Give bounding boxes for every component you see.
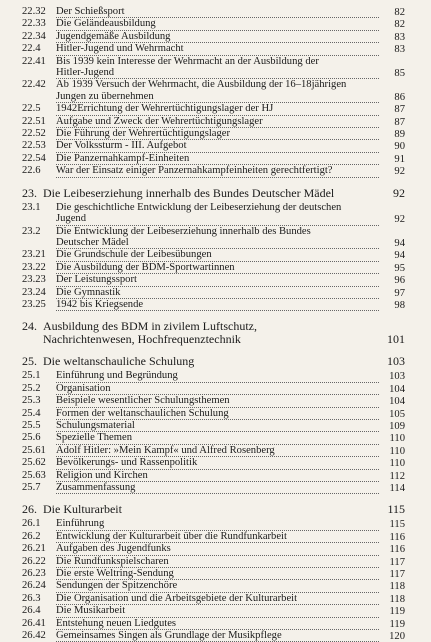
toc-entry-number: 26.24 <box>22 580 46 592</box>
toc-section <box>22 6 405 178</box>
toc-entry-title: Schulungsmaterial <box>56 420 379 432</box>
toc-entry-page: 94 <box>394 237 405 249</box>
toc-entry-page: 91 <box>394 153 405 165</box>
toc-entry-page: 94 <box>394 250 405 262</box>
toc-entry <box>22 531 405 543</box>
toc-entry-title: Ausbildung des BDM in zivilem Luftschutz, Nachrichtenwesen, Hochfrequenztechnik <box>43 320 257 347</box>
toc-entry-number: 22.54 <box>22 152 46 164</box>
toc-entry-title: Einführung <box>56 518 379 530</box>
toc-entry-number: 24. <box>22 319 37 334</box>
toc-entry <box>22 605 405 617</box>
toc-entry-title: Die Kulturarbeit <box>43 503 122 517</box>
toc-entry-title: Bis 1939 kein Interesse der Wehrmacht an der Ausbildung der Hitler-Jugend <box>56 56 379 80</box>
toc-entry-title: Der Volkssturm - III. Aufgebot <box>56 140 379 152</box>
toc-entry-page: 110 <box>389 433 405 445</box>
toc-entry-number: 23.23 <box>22 274 46 286</box>
toc-entry <box>22 287 405 299</box>
toc-entry-page: 105 <box>389 408 405 420</box>
toc-entry-page: 95 <box>394 262 405 274</box>
toc-entry-title: Die Panzernahkampf-Einheiten <box>56 153 379 165</box>
toc-entry-page: 103 <box>389 371 405 383</box>
toc-entry-page: 104 <box>389 396 405 408</box>
toc-entry-number: 25.61 <box>22 444 46 456</box>
toc-entry-number: 23.1 <box>22 201 41 213</box>
toc-entry-page: 120 <box>389 631 405 642</box>
toc-entry-page: 116 <box>389 544 405 556</box>
toc-entry <box>22 580 405 592</box>
toc-entry <box>22 568 405 580</box>
toc-entry-title: Bevölkerungs- und Rassenpolitik <box>56 457 379 469</box>
toc-entry-number: 22.41 <box>22 55 46 67</box>
toc-entry <box>22 274 405 286</box>
toc-entry-page: 119 <box>389 606 405 618</box>
toc-entry-title: Hitler-Jugend und Wehrmacht <box>56 43 379 55</box>
toc-entry-number: 26.4 <box>22 605 41 617</box>
toc-entry <box>22 165 405 177</box>
toc-entry <box>22 518 405 530</box>
toc-entry-page: 83 <box>394 31 405 43</box>
toc-entry-title: Die Rundfunkspielscharen <box>56 556 379 568</box>
toc-entry-page: 117 <box>389 569 405 581</box>
toc-entry <box>22 482 405 494</box>
toc-entry-title: Formen der weltanschaulichen Schulung <box>56 408 379 420</box>
toc-entry <box>22 226 405 250</box>
toc-section <box>22 187 405 312</box>
toc-entry-number: 26.23 <box>22 568 46 580</box>
toc-entry <box>22 18 405 30</box>
toc-entry-title: Gemeinsames Singen als Grundlage der Musikpflege <box>56 630 379 642</box>
toc-chapter-heading <box>22 320 405 346</box>
toc-entry-number: 22.34 <box>22 30 46 42</box>
toc-entry-page: 109 <box>389 420 405 432</box>
toc-entry-page: 82 <box>394 7 405 18</box>
toc-entry-page: 103 <box>387 354 405 369</box>
toc-chapter-heading <box>22 503 405 516</box>
toc-entry-page: 98 <box>394 299 405 311</box>
toc-entry-title: Religion und Kirchen <box>56 470 379 482</box>
toc-entry-page: 119 <box>389 618 405 630</box>
toc-entry-number: 22.53 <box>22 140 46 152</box>
toc-entry-number: 22.4 <box>22 43 41 55</box>
toc-chapter-heading <box>22 355 405 368</box>
toc-entry-number: 22.6 <box>22 165 41 177</box>
toc-entry-number: 25.4 <box>22 407 41 419</box>
toc-entry <box>22 43 405 55</box>
toc-entry-number: 25.5 <box>22 419 41 431</box>
toc-entry-number: 25. <box>22 354 37 369</box>
toc-entry-title: War der Einsatz einiger Panzernahkampfeinheiten gerechtfertigt? <box>56 165 379 177</box>
toc-entry-page: 86 <box>394 91 405 103</box>
toc-entry-number: 25.62 <box>22 457 46 469</box>
toc-entry <box>22 457 405 469</box>
toc-entry-page: 115 <box>387 502 405 517</box>
toc-entry-page: 110 <box>389 458 405 470</box>
toc-entry <box>22 470 405 482</box>
toc-entry-number: 22.5 <box>22 103 41 115</box>
toc-entry-title: Jugendgemäße Ausbildung <box>56 31 379 43</box>
toc-entry-number: 26.1 <box>22 518 41 530</box>
toc-entry-page: 87 <box>394 116 405 128</box>
toc-entry <box>22 249 405 261</box>
toc-entry-title: Organisation <box>56 383 379 395</box>
toc-entry <box>22 593 405 605</box>
toc-entry-number: 26.41 <box>22 617 46 629</box>
toc-entry-page: 110 <box>389 445 405 457</box>
toc-entry-number: 23.2 <box>22 225 41 237</box>
toc-entry-number: 23.25 <box>22 298 46 310</box>
toc-entry-page: 92 <box>394 166 405 178</box>
toc-entry <box>22 543 405 555</box>
toc-entry <box>22 116 405 128</box>
toc-entry <box>22 395 405 407</box>
toc-entry-title: Die erste Weltring-Sendung <box>56 568 379 580</box>
toc-entry-title: Ab 1939 Versuch der Wehrmacht, die Ausbildung der 16–18jährigen Jungen zu übernehmen <box>56 79 379 103</box>
toc-entry-page: 101 <box>387 332 405 347</box>
toc-entry-number: 26. <box>22 502 37 517</box>
toc-entry-title: 1942Errichtung der Wehrertüchtigungslager der HJ <box>56 103 379 115</box>
toc-entry-number: 25.2 <box>22 382 41 394</box>
toc-entry <box>22 445 405 457</box>
toc-entry-title: Adolf Hitler: »Mein Kampf« und Alfred Rosenberg <box>56 445 379 457</box>
toc-entry-number: 25.7 <box>22 482 41 493</box>
toc-entry <box>22 31 405 43</box>
toc-entry-title: Aufgabe und Zweck der Wehrertüchtigungslager <box>56 116 379 128</box>
toc-entry-page: 87 <box>394 104 405 116</box>
toc-entry-number: 26.22 <box>22 555 46 567</box>
toc-entry-title: Die geschichtliche Entwicklung der Leibeserziehung der deutschen Jugend <box>56 202 379 226</box>
toc-entry <box>22 140 405 152</box>
toc-entry-page: 92 <box>394 214 405 226</box>
toc-entry <box>22 420 405 432</box>
toc-entry-number: 26.2 <box>22 530 41 542</box>
toc-entry-page: 89 <box>394 129 405 141</box>
toc-entry-number: 25.1 <box>22 370 41 382</box>
toc-entry-number: 23.21 <box>22 249 46 261</box>
toc-entry-number: 22.42 <box>22 79 46 91</box>
toc-entry-page: 96 <box>394 275 405 287</box>
toc-entry-page: 118 <box>389 581 405 593</box>
toc-entry-title: Die Geländeausbildung <box>56 18 379 30</box>
toc-entry <box>22 56 405 80</box>
toc-entry-title: Spezielle Themen <box>56 432 379 444</box>
toc-entry-title: Sendungen der Spitzenchöre <box>56 580 379 592</box>
toc-entry <box>22 103 405 115</box>
toc-entry-number: 22.51 <box>22 115 46 127</box>
toc-entry <box>22 299 405 311</box>
toc-entry-title: Aufgaben des Jugendfunks <box>56 543 379 555</box>
toc-entry <box>22 630 405 642</box>
toc-entry <box>22 618 405 630</box>
toc-entry-page: 104 <box>389 383 405 395</box>
toc-entry-number: 26.3 <box>22 592 41 604</box>
toc-entry-number: 25.3 <box>22 395 41 407</box>
toc-entry-title: Der Schießsport <box>56 6 379 18</box>
toc-entry <box>22 432 405 444</box>
toc-entry-page: 112 <box>389 470 405 482</box>
toc-entry-page: 116 <box>389 531 405 543</box>
toc-entry-title: Der Leistungssport <box>56 274 379 286</box>
toc-entry-title: Die Leibeserziehung innerhalb des Bundes Deutscher Mädel <box>43 186 335 200</box>
toc-entry-title: Die Führung der Wehrertüchtigungslager <box>56 128 379 140</box>
toc-entry <box>22 153 405 165</box>
toc-entry-title: Die Musikarbeit <box>56 605 379 617</box>
toc-entry-page: 115 <box>389 519 405 531</box>
toc-entry-page: 90 <box>394 141 405 153</box>
toc-entry-number: 23.22 <box>22 261 46 273</box>
toc-entry <box>22 128 405 140</box>
toc-entry-page: 118 <box>389 593 405 605</box>
toc-entry <box>22 370 405 382</box>
toc-entry-page: 97 <box>394 287 405 299</box>
toc-entry-title: Die Entwicklung der Leibeserziehung innerhalb des Bundes Deutscher Mädel <box>56 226 379 250</box>
toc-entry-title: Zusammenfassung <box>56 482 379 494</box>
toc-entry-title: 1942 bis Kriegsende <box>56 299 379 311</box>
toc-section <box>22 320 405 346</box>
toc-entry <box>22 383 405 395</box>
toc-entry-title: Die Gymnastik <box>56 287 379 299</box>
toc-entry-number: 22.52 <box>22 128 46 140</box>
toc-entry-page: 92 <box>393 185 405 200</box>
toc-entry <box>22 202 405 226</box>
toc-section <box>22 355 405 494</box>
toc-entry-number: 23.24 <box>22 286 46 298</box>
toc-entry-title: Einführung und Begründung <box>56 370 379 382</box>
toc-entry-page: 83 <box>394 44 405 56</box>
toc-entry-page: 114 <box>389 483 405 494</box>
toc-entry <box>22 556 405 568</box>
toc-entry-number: 23. <box>22 185 37 200</box>
toc-entry <box>22 6 405 18</box>
toc-entry-title: Beispiele wesentlicher Schulungsthemen <box>56 395 379 407</box>
toc-entry-title: Entstehung neuen Liedgutes <box>56 618 379 630</box>
toc-entry-number: 26.42 <box>22 630 46 642</box>
toc-entry-page: 82 <box>394 19 405 31</box>
toc-entry-title: Die Organisation und die Arbeitsgebiete der Kulturarbeit <box>56 593 379 605</box>
toc-entry-number: 22.32 <box>22 6 46 17</box>
toc-entry-number: 25.6 <box>22 432 41 444</box>
toc-entry <box>22 262 405 274</box>
toc-entry-number: 22.33 <box>22 18 46 30</box>
toc-entry-title: Die Ausbildung der BDM-Sportwartinnen <box>56 262 379 274</box>
toc-entry-title: Die Grundschule der Leibesübungen <box>56 249 379 261</box>
toc-entry-title: Entwicklung der Kulturarbeit über die Rundfunkarbeit <box>56 531 379 543</box>
toc-entry <box>22 79 405 103</box>
toc-entry-page: 85 <box>394 68 405 80</box>
toc-entry <box>22 408 405 420</box>
toc-section <box>22 503 405 642</box>
toc-chapter-heading <box>22 187 405 200</box>
toc-entry-number: 25.63 <box>22 469 46 481</box>
toc-entry-page: 117 <box>389 556 405 568</box>
toc-entry-number: 26.21 <box>22 543 46 555</box>
toc-entry-title: Die weltanschauliche Schulung <box>43 355 195 369</box>
